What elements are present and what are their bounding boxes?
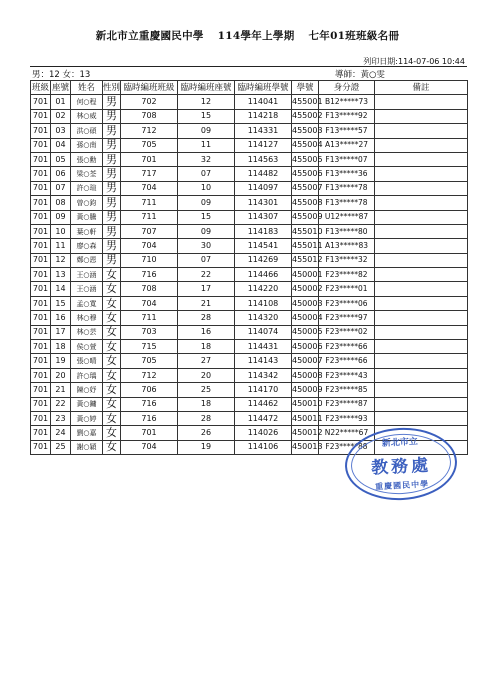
name-cell: 張○勳 (71, 152, 103, 166)
table-row (31, 167, 468, 181)
col-class-header: 班級 (31, 81, 51, 95)
student-id-cell: 450005 (292, 325, 319, 339)
name-cell: 侯○萱 (71, 340, 103, 354)
temp-id-cell: 114331 (235, 124, 292, 138)
note-cell (375, 354, 468, 368)
seat-cell: 15 (51, 296, 71, 310)
name-cell: 黃○騰 (71, 210, 103, 224)
temp-id-cell: 114143 (235, 354, 292, 368)
note-cell (375, 282, 468, 296)
temp-class-cell: 701 (121, 152, 178, 166)
seat-cell: 02 (51, 109, 71, 123)
table-row (31, 152, 468, 166)
class-cell: 701 (31, 296, 51, 310)
roster-body (31, 95, 468, 455)
temp-class-cell: 716 (121, 397, 178, 411)
name-cell: 廖○森 (71, 239, 103, 253)
temp-seat-cell: 09 (178, 124, 235, 138)
student-id-cell: 450011 (292, 411, 319, 425)
seat-cell: 19 (51, 354, 71, 368)
temp-seat-cell: 25 (178, 383, 235, 397)
note-cell (375, 138, 468, 152)
table-row (31, 224, 468, 238)
note-cell (375, 368, 468, 382)
class-cell: 701 (31, 311, 51, 325)
temp-id-cell: 114026 (235, 426, 292, 440)
temp-id-cell: 114220 (235, 282, 292, 296)
temp-id-cell: 114097 (235, 181, 292, 195)
name-cell: 洪○碩 (71, 124, 103, 138)
gender-counts: 男：12 女：13 (32, 70, 91, 80)
temp-id-cell: 114170 (235, 383, 292, 397)
note-cell (375, 383, 468, 397)
seat-cell: 16 (51, 311, 71, 325)
student-id-cell: 455004 (292, 138, 319, 152)
class-cell: 701 (31, 282, 51, 296)
gender-cell: 男 (103, 152, 121, 166)
name-cell: 何○程 (71, 95, 103, 109)
name-cell: 許○瑀 (71, 368, 103, 382)
note-cell (375, 296, 468, 310)
gender-cell: 女 (103, 354, 121, 368)
student-id-cell: 455009 (292, 210, 319, 224)
gender-cell: 男 (103, 253, 121, 267)
national-id-cell: F13*****07 (319, 152, 375, 166)
class-cell: 701 (31, 411, 51, 425)
temp-seat-cell: 15 (178, 109, 235, 123)
class-cell: 701 (31, 124, 51, 138)
temp-class-cell: 715 (121, 340, 178, 354)
table-row (31, 95, 468, 109)
note-cell (375, 109, 468, 123)
class-cell: 701 (31, 340, 51, 354)
note-cell (375, 167, 468, 181)
temp-class-cell: 704 (121, 296, 178, 310)
student-id-cell: 450013 (292, 440, 319, 454)
student-id-cell: 455003 (292, 124, 319, 138)
class-cell: 701 (31, 109, 51, 123)
gender-cell: 女 (103, 368, 121, 382)
student-id-cell: 455005 (292, 152, 319, 166)
temp-seat-cell: 19 (178, 440, 235, 454)
national-id-cell: F23*****43 (319, 368, 375, 382)
national-id-cell: A13*****27 (319, 138, 375, 152)
national-id-cell: F23*****85 (319, 383, 375, 397)
note-cell (375, 397, 468, 411)
student-id-cell: 455006 (292, 167, 319, 181)
gender-cell: 男 (103, 124, 121, 138)
student-id-cell: 455001 (292, 95, 319, 109)
gender-cell: 女 (103, 397, 121, 411)
note-cell (375, 239, 468, 253)
temp-class-cell: 705 (121, 138, 178, 152)
temp-seat-cell: 20 (178, 368, 235, 382)
note-cell (375, 325, 468, 339)
temp-class-cell: 711 (121, 210, 178, 224)
temp-class-cell: 717 (121, 167, 178, 181)
name-cell: 黃○婷 (71, 411, 103, 425)
seat-cell: 01 (51, 95, 71, 109)
class-cell: 701 (31, 95, 51, 109)
temp-id-cell: 114472 (235, 411, 292, 425)
temp-id-cell: 114563 (235, 152, 292, 166)
temp-id-cell: 114342 (235, 368, 292, 382)
national-id-cell: F23*****02 (319, 325, 375, 339)
gender-cell: 女 (103, 296, 121, 310)
col-seat-header: 座號 (51, 81, 71, 95)
stamp-bottom-text: 重慶國民中學 (374, 478, 430, 492)
name-cell: 梁○荃 (71, 167, 103, 181)
student-id-cell: 450003 (292, 296, 319, 310)
class-cell: 701 (31, 383, 51, 397)
name-cell: 許○瑄 (71, 181, 103, 195)
seat-cell: 22 (51, 397, 71, 411)
name-cell: 黃○鏞 (71, 397, 103, 411)
temp-class-cell: 708 (121, 282, 178, 296)
table-row (31, 340, 468, 354)
class-cell: 701 (31, 224, 51, 238)
national-id-cell: U12*****87 (319, 210, 375, 224)
temp-seat-cell: 17 (178, 282, 235, 296)
temp-seat-cell: 07 (178, 167, 235, 181)
national-id-cell: F23*****66 (319, 340, 375, 354)
temp-seat-cell: 18 (178, 340, 235, 354)
student-id-cell: 450012 (292, 426, 319, 440)
class-cell: 701 (31, 210, 51, 224)
gender-cell: 女 (103, 411, 121, 425)
note-cell (375, 311, 468, 325)
national-id-cell: F13*****57 (319, 124, 375, 138)
col-gender-header: 性別 (103, 81, 121, 95)
temp-class-cell: 704 (121, 239, 178, 253)
temp-id-cell: 114431 (235, 340, 292, 354)
seat-cell: 13 (51, 268, 71, 282)
temp-id-cell: 114106 (235, 440, 292, 454)
temp-seat-cell: 15 (178, 210, 235, 224)
temp-seat-cell: 12 (178, 95, 235, 109)
print-date: 列印日期:114-07-06 10:44 (363, 57, 465, 66)
class-cell: 701 (31, 426, 51, 440)
note-cell (375, 340, 468, 354)
temp-class-cell: 712 (121, 124, 178, 138)
temp-id-cell: 114466 (235, 268, 292, 282)
gender-cell: 女 (103, 268, 121, 282)
gender-cell: 男 (103, 95, 121, 109)
name-cell: 孟○寬 (71, 296, 103, 310)
temp-seat-cell: 16 (178, 325, 235, 339)
temp-id-cell: 114541 (235, 239, 292, 253)
temp-id-cell: 114041 (235, 95, 292, 109)
student-id-cell: 450008 (292, 368, 319, 382)
temp-class-cell: 712 (121, 368, 178, 382)
temp-id-cell: 114301 (235, 196, 292, 210)
name-cell: 王○涵 (71, 268, 103, 282)
seat-cell: 04 (51, 138, 71, 152)
temp-seat-cell: 09 (178, 196, 235, 210)
national-id-cell: F13*****36 (319, 167, 375, 181)
class-cell: 701 (31, 440, 51, 454)
class-cell: 701 (31, 354, 51, 368)
table-row (31, 411, 468, 425)
temp-class-cell: 702 (121, 95, 178, 109)
table-row (31, 109, 468, 123)
temp-class-cell: 710 (121, 253, 178, 267)
table-row (31, 181, 468, 195)
class-cell: 701 (31, 253, 51, 267)
class-cell: 701 (31, 167, 51, 181)
seat-cell: 03 (51, 124, 71, 138)
seat-cell: 05 (51, 152, 71, 166)
table-row (31, 268, 468, 282)
table-row (31, 354, 468, 368)
name-cell: 張○晴 (71, 354, 103, 368)
seat-cell: 24 (51, 426, 71, 440)
name-cell: 陳○妤 (71, 383, 103, 397)
note-cell (375, 210, 468, 224)
student-id-cell: 455007 (292, 181, 319, 195)
temp-class-cell: 711 (121, 196, 178, 210)
temp-class-cell: 707 (121, 224, 178, 238)
name-cell: 孫○南 (71, 138, 103, 152)
temp-class-cell: 708 (121, 109, 178, 123)
national-id-cell: F23*****82 (319, 268, 375, 282)
name-cell: 曾○鈞 (71, 196, 103, 210)
gender-cell: 男 (103, 196, 121, 210)
national-id-cell: B12*****73 (319, 95, 375, 109)
name-cell: 葉○軒 (71, 224, 103, 238)
seat-cell: 17 (51, 325, 71, 339)
temp-class-cell: 703 (121, 325, 178, 339)
class-cell: 701 (31, 239, 51, 253)
temp-seat-cell: 28 (178, 411, 235, 425)
temp-class-cell: 705 (121, 354, 178, 368)
gender-cell: 男 (103, 138, 121, 152)
note-cell (375, 152, 468, 166)
table-row (31, 282, 468, 296)
class-cell: 701 (31, 325, 51, 339)
national-id-cell: F13*****92 (319, 109, 375, 123)
col-national-id-header: 身分證 (319, 81, 375, 95)
table-row (31, 124, 468, 138)
note-cell (375, 181, 468, 195)
table-header-row (31, 81, 468, 95)
seat-cell: 21 (51, 383, 71, 397)
table-row (31, 210, 468, 224)
seat-cell: 06 (51, 167, 71, 181)
temp-id-cell: 114127 (235, 138, 292, 152)
col-name-header: 姓名 (71, 81, 103, 95)
class-cell: 701 (31, 196, 51, 210)
note-cell (375, 196, 468, 210)
note-cell (375, 268, 468, 282)
student-id-cell: 455011 (292, 239, 319, 253)
student-id-cell: 455008 (292, 196, 319, 210)
temp-seat-cell: 32 (178, 152, 235, 166)
roster-title: 七年01班班級名冊 (308, 30, 400, 42)
gender-cell: 女 (103, 440, 121, 454)
seat-cell: 12 (51, 253, 71, 267)
national-id-cell: F13*****78 (319, 181, 375, 195)
national-id-cell: A13*****83 (319, 239, 375, 253)
temp-id-cell: 114320 (235, 311, 292, 325)
seat-cell: 07 (51, 181, 71, 195)
temp-class-cell: 704 (121, 440, 178, 454)
gender-cell: 女 (103, 282, 121, 296)
temp-id-cell: 114074 (235, 325, 292, 339)
seat-cell: 10 (51, 224, 71, 238)
note-cell (375, 224, 468, 238)
seat-cell: 09 (51, 210, 71, 224)
temp-seat-cell: 26 (178, 426, 235, 440)
col-student-id-header: 學號 (292, 81, 319, 95)
class-cell: 701 (31, 397, 51, 411)
office-seal-stamp (343, 425, 459, 503)
seat-cell: 18 (51, 340, 71, 354)
name-cell: 劉○嘉 (71, 426, 103, 440)
gender-cell: 女 (103, 426, 121, 440)
temp-id-cell: 114307 (235, 210, 292, 224)
student-id-cell: 450009 (292, 383, 319, 397)
name-cell: 謝○穎 (71, 440, 103, 454)
stamp-office-text: 教務處 (370, 455, 432, 479)
temp-class-cell: 716 (121, 411, 178, 425)
table-row (31, 196, 468, 210)
student-id-cell: 450001 (292, 268, 319, 282)
gender-cell: 男 (103, 167, 121, 181)
class-cell: 701 (31, 368, 51, 382)
table-row (31, 253, 468, 267)
gender-cell: 男 (103, 239, 121, 253)
name-cell: 林○穆 (71, 311, 103, 325)
note-cell (375, 95, 468, 109)
school-name: 新北市立重慶國民中學 (95, 30, 204, 42)
class-cell: 701 (31, 152, 51, 166)
roster-table (30, 80, 468, 455)
name-cell: 鄭○恩 (71, 253, 103, 267)
temp-id-cell: 114462 (235, 397, 292, 411)
national-id-cell: F23*****93 (319, 411, 375, 425)
student-id-cell: 455002 (292, 109, 319, 123)
class-cell: 701 (31, 138, 51, 152)
student-id-cell: 450007 (292, 354, 319, 368)
national-id-cell: F23*****66 (319, 354, 375, 368)
note-cell (375, 253, 468, 267)
name-cell: 林○芸 (71, 325, 103, 339)
temp-seat-cell: 21 (178, 296, 235, 310)
temp-id-cell: 114108 (235, 296, 292, 310)
class-meta (30, 68, 467, 80)
document-title (0, 28, 495, 43)
table-row (31, 383, 468, 397)
table-row (31, 368, 468, 382)
seat-cell: 11 (51, 239, 71, 253)
temp-seat-cell: 30 (178, 239, 235, 253)
student-id-cell: 455010 (292, 224, 319, 238)
temp-id-cell: 114183 (235, 224, 292, 238)
temp-id-cell: 114269 (235, 253, 292, 267)
table-row (31, 397, 468, 411)
student-id-cell: 450004 (292, 311, 319, 325)
national-id-cell: F23*****01 (319, 282, 375, 296)
table-row (31, 325, 468, 339)
class-cell: 701 (31, 181, 51, 195)
temp-seat-cell: 18 (178, 397, 235, 411)
seat-cell: 25 (51, 440, 71, 454)
national-id-cell: F13*****32 (319, 253, 375, 267)
homeroom-teacher: 導師：黃○雯 (335, 70, 385, 80)
temp-class-cell: 706 (121, 383, 178, 397)
national-id-cell: F13*****80 (319, 224, 375, 238)
gender-cell: 男 (103, 181, 121, 195)
table-row (31, 138, 468, 152)
temp-seat-cell: 27 (178, 354, 235, 368)
national-id-cell: F23*****87 (319, 397, 375, 411)
national-id-cell: F23*****88 (319, 440, 375, 454)
national-id-cell: F23*****06 (319, 296, 375, 310)
gender-cell: 女 (103, 325, 121, 339)
gender-cell: 男 (103, 109, 121, 123)
table-row (31, 311, 468, 325)
temp-class-cell: 701 (121, 426, 178, 440)
temp-seat-cell: 22 (178, 268, 235, 282)
temp-seat-cell: 11 (178, 138, 235, 152)
class-cell: 701 (31, 268, 51, 282)
temp-class-cell: 704 (121, 181, 178, 195)
gender-cell: 男 (103, 210, 121, 224)
note-cell (375, 124, 468, 138)
temp-class-cell: 716 (121, 268, 178, 282)
gender-cell: 女 (103, 383, 121, 397)
temp-seat-cell: 10 (178, 181, 235, 195)
col-temp-seat-header: 臨時編班座號 (178, 81, 235, 95)
gender-cell: 女 (103, 340, 121, 354)
temp-class-cell: 711 (121, 311, 178, 325)
national-id-cell: F23*****97 (319, 311, 375, 325)
national-id-cell: F13*****78 (319, 196, 375, 210)
national-id-cell: N22*****67 (319, 426, 375, 440)
col-note-header: 備註 (375, 81, 468, 95)
term-label: 114學年上學期 (217, 30, 295, 42)
name-cell: 王○涵 (71, 282, 103, 296)
seat-cell: 08 (51, 196, 71, 210)
student-id-cell: 450010 (292, 397, 319, 411)
seat-cell: 20 (51, 368, 71, 382)
note-cell (375, 411, 468, 425)
seat-cell: 23 (51, 411, 71, 425)
header-divider (30, 66, 467, 67)
col-temp-id-header: 臨時編班學號 (235, 81, 292, 95)
table-row (31, 296, 468, 310)
student-id-cell: 450002 (292, 282, 319, 296)
temp-id-cell: 114482 (235, 167, 292, 181)
temp-seat-cell: 07 (178, 253, 235, 267)
temp-seat-cell: 28 (178, 311, 235, 325)
seat-cell: 14 (51, 282, 71, 296)
name-cell: 林○威 (71, 109, 103, 123)
student-id-cell: 450006 (292, 340, 319, 354)
stamp-top-text: 新北市立 (381, 437, 419, 449)
table-row (31, 239, 468, 253)
temp-id-cell: 114218 (235, 109, 292, 123)
gender-cell: 男 (103, 224, 121, 238)
temp-seat-cell: 09 (178, 224, 235, 238)
col-temp-class-header: 臨時編班班級 (121, 81, 178, 95)
gender-cell: 女 (103, 311, 121, 325)
student-id-cell: 455012 (292, 253, 319, 267)
